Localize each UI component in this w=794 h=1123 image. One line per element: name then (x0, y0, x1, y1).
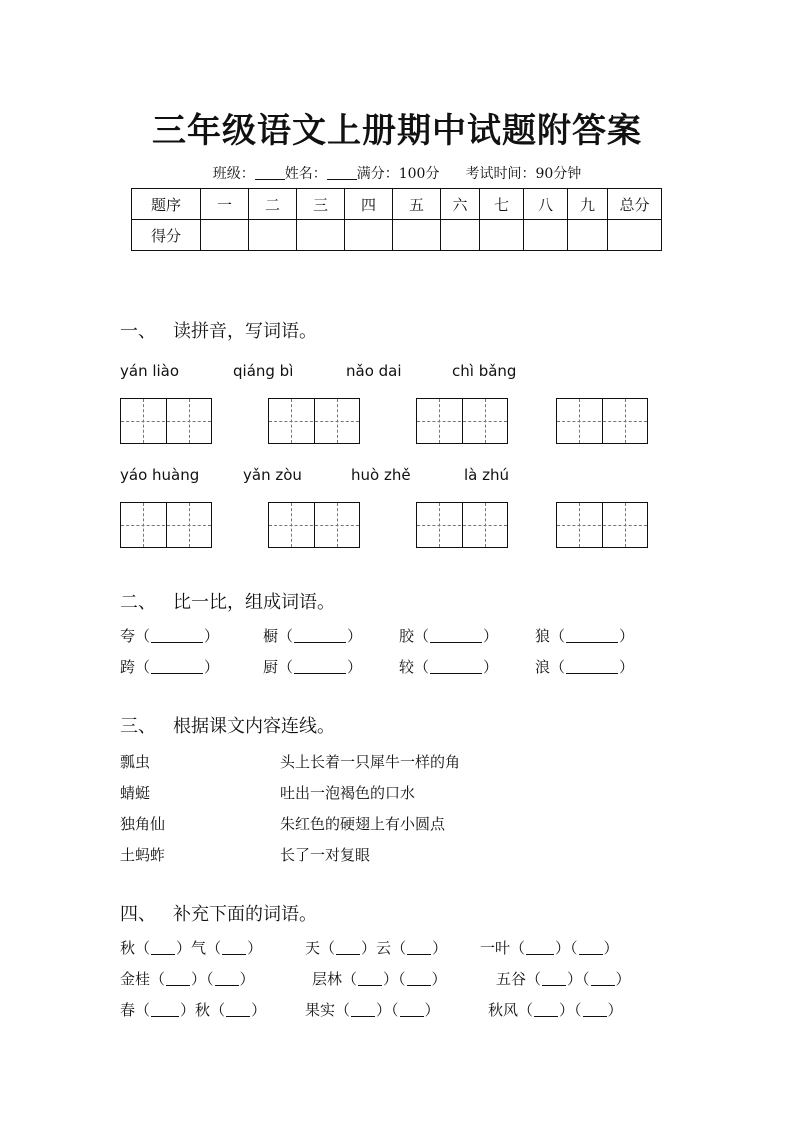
idiom-char: 秋 (195, 1001, 211, 1019)
answer-blank[interactable] (222, 941, 246, 955)
pinyin-item: yáo huàng (120, 466, 200, 484)
answer-blank[interactable] (151, 629, 203, 643)
match-right-item[interactable]: 朱红色的硬翅上有小圆点 (280, 815, 446, 833)
compare-item: 厨（ ） (263, 658, 363, 676)
answer-blank[interactable] (226, 1003, 250, 1017)
score-table-score-row (132, 220, 662, 251)
score-header-cell: 总分 (608, 189, 662, 220)
answer-blank[interactable] (358, 972, 382, 986)
section-1-title: 读拼音，写词语。 (173, 321, 317, 342)
section-2-title: 比一比，组成词语。 (173, 592, 335, 613)
score-header-cell: 一 (201, 189, 249, 220)
score-header-cell: 题序 (132, 189, 201, 220)
match-left-item[interactable]: 土蚂蚱 (120, 846, 166, 864)
writing-grid[interactable] (120, 502, 212, 548)
idiom-item: 五谷（ ）（ ） (496, 970, 631, 988)
score-header-cell: 九 (568, 189, 608, 220)
score-cell[interactable] (441, 220, 480, 251)
answer-blank[interactable] (294, 629, 346, 643)
writing-grid[interactable] (268, 398, 360, 444)
exam-info (0, 163, 794, 183)
score-header-cell: 三 (297, 189, 345, 220)
idiom-char: 气 (191, 939, 207, 957)
compare-item: 浪（ ） (535, 658, 635, 676)
writing-grid[interactable] (556, 398, 648, 444)
section-1-heading (120, 317, 317, 343)
pinyin-item: yǎn zòu (243, 466, 302, 484)
section-3-heading (120, 712, 335, 738)
answer-blank[interactable] (566, 629, 618, 643)
answer-blank[interactable] (566, 660, 618, 674)
answer-blank[interactable] (407, 941, 431, 955)
idiom-char: 春 (120, 1001, 136, 1019)
answer-blank[interactable] (166, 972, 190, 986)
section-2-heading (120, 588, 335, 614)
compare-item: 夸（ ） (120, 627, 220, 645)
answer-blank[interactable] (579, 941, 603, 955)
writing-grid[interactable] (120, 398, 212, 444)
answer-blank[interactable] (151, 660, 203, 674)
match-left-item[interactable]: 蜻蜓 (120, 784, 151, 802)
compare-item: 跨（ ） (120, 658, 220, 676)
section-3-title: 根据课文内容连线。 (173, 716, 335, 737)
idiom-item: 秋风（ ）（ ） (488, 1001, 623, 1019)
compare-char: 胶 (399, 627, 415, 645)
answer-blank[interactable] (351, 1003, 375, 1017)
score-header-cell: 二 (249, 189, 297, 220)
score-cell[interactable] (249, 220, 297, 251)
pinyin-item: yán liào (120, 362, 180, 380)
match-right-item[interactable]: 头上长着一只犀牛一样的角 (280, 753, 461, 771)
answer-blank[interactable] (583, 1003, 607, 1017)
answer-blank[interactable] (591, 972, 615, 986)
score-table-header-row (132, 189, 662, 220)
compare-item: 较（ ） (399, 658, 499, 676)
idiom-item: 春（ ）秋（ ） (120, 1001, 267, 1019)
section-4-number: 四、 (120, 904, 156, 925)
score-header-cell: 四 (345, 189, 393, 220)
class-label: 班级： (212, 166, 255, 182)
answer-blank[interactable] (215, 972, 239, 986)
section-4-heading (120, 900, 317, 926)
compare-item: 橱（ ） (263, 627, 363, 645)
match-left-item[interactable]: 独角仙 (120, 815, 166, 833)
answer-blank[interactable] (294, 660, 346, 674)
answer-blank[interactable] (430, 660, 482, 674)
writing-grid[interactable] (416, 398, 508, 444)
idiom-item: 秋（ ）气（ ） (120, 939, 263, 957)
idiom-char: 层林 (312, 970, 343, 988)
answer-blank[interactable] (151, 1003, 179, 1017)
idiom-item: 金桂（ ）（ ） (120, 970, 255, 988)
answer-blank[interactable] (151, 941, 175, 955)
score-cell[interactable] (201, 220, 249, 251)
answer-blank[interactable] (407, 972, 431, 986)
compare-char: 橱 (263, 627, 279, 645)
score-header-cell: 六 (441, 189, 480, 220)
answer-blank[interactable] (430, 629, 482, 643)
section-4-title: 补充下面的词语。 (173, 904, 317, 925)
pinyin-item: nǎo dai (346, 362, 402, 380)
score-table (131, 188, 662, 251)
match-right-item[interactable]: 吐出一泡褐色的口水 (280, 784, 416, 802)
compare-char: 跨 (120, 658, 136, 676)
pinyin-item: là zhú (464, 466, 510, 484)
pinyin-item: qiáng bì (233, 362, 294, 380)
score-cell[interactable] (568, 220, 608, 251)
section-2-number: 二、 (120, 592, 156, 613)
idiom-item: 果实（ ）（ ） (305, 1001, 440, 1019)
idiom-char: 秋风 (488, 1001, 519, 1019)
score-row-label: 得分 (132, 220, 201, 251)
compare-char: 夸 (120, 627, 136, 645)
idiom-item: 天（ ）云（ ） (305, 939, 448, 957)
section-1-number: 一、 (120, 321, 156, 342)
name-blank[interactable] (327, 167, 357, 180)
full-score: 满分：100分 (356, 166, 440, 182)
name-label: 姓名： (284, 166, 327, 182)
writing-grid[interactable] (268, 502, 360, 548)
score-header-cell: 七 (480, 189, 524, 220)
idiom-char: 天 (305, 939, 321, 957)
answer-blank[interactable] (336, 941, 360, 955)
compare-char: 浪 (535, 658, 551, 676)
idiom-item: 层林（ ）（ ） (312, 970, 447, 988)
pinyin-item: huò zhě (351, 466, 411, 484)
compare-char: 狼 (535, 627, 551, 645)
compare-item: 胶（ ） (399, 627, 499, 645)
score-cell[interactable] (297, 220, 345, 251)
score-cell[interactable] (524, 220, 568, 251)
idiom-char: 一叶 (480, 939, 511, 957)
pinyin-item: chì bǎng (452, 362, 517, 380)
score-cell[interactable] (393, 220, 441, 251)
writing-grid[interactable] (416, 502, 508, 548)
answer-blank[interactable] (542, 972, 566, 986)
section-3-number: 三、 (120, 716, 156, 737)
match-right-item[interactable]: 长了一对复眼 (280, 846, 371, 864)
page-title: 三年级语文上册期中试题附答案 (152, 111, 642, 151)
idiom-char: 果实 (305, 1001, 336, 1019)
writing-grid[interactable] (556, 502, 648, 548)
score-header-cell: 五 (393, 189, 441, 220)
idiom-item: 一叶（ ）（ ） (480, 939, 619, 957)
score-header-cell: 八 (524, 189, 568, 220)
match-left-item[interactable]: 瓢虫 (120, 753, 151, 771)
idiom-char: 金桂 (120, 970, 151, 988)
class-blank[interactable] (255, 167, 285, 180)
answer-blank[interactable] (534, 1003, 558, 1017)
idiom-char: 秋 (120, 939, 136, 957)
exam-time: 考试时间：90分钟 (465, 166, 582, 182)
answer-blank[interactable] (526, 941, 554, 955)
compare-char: 厨 (263, 658, 279, 676)
idiom-char: 五谷 (496, 970, 527, 988)
score-cell[interactable] (480, 220, 524, 251)
score-cell[interactable] (345, 220, 393, 251)
compare-item: 狼（ ） (535, 627, 635, 645)
score-cell[interactable] (608, 220, 662, 251)
answer-blank[interactable] (400, 1003, 424, 1017)
idiom-char: 云 (376, 939, 392, 957)
compare-char: 较 (399, 658, 415, 676)
